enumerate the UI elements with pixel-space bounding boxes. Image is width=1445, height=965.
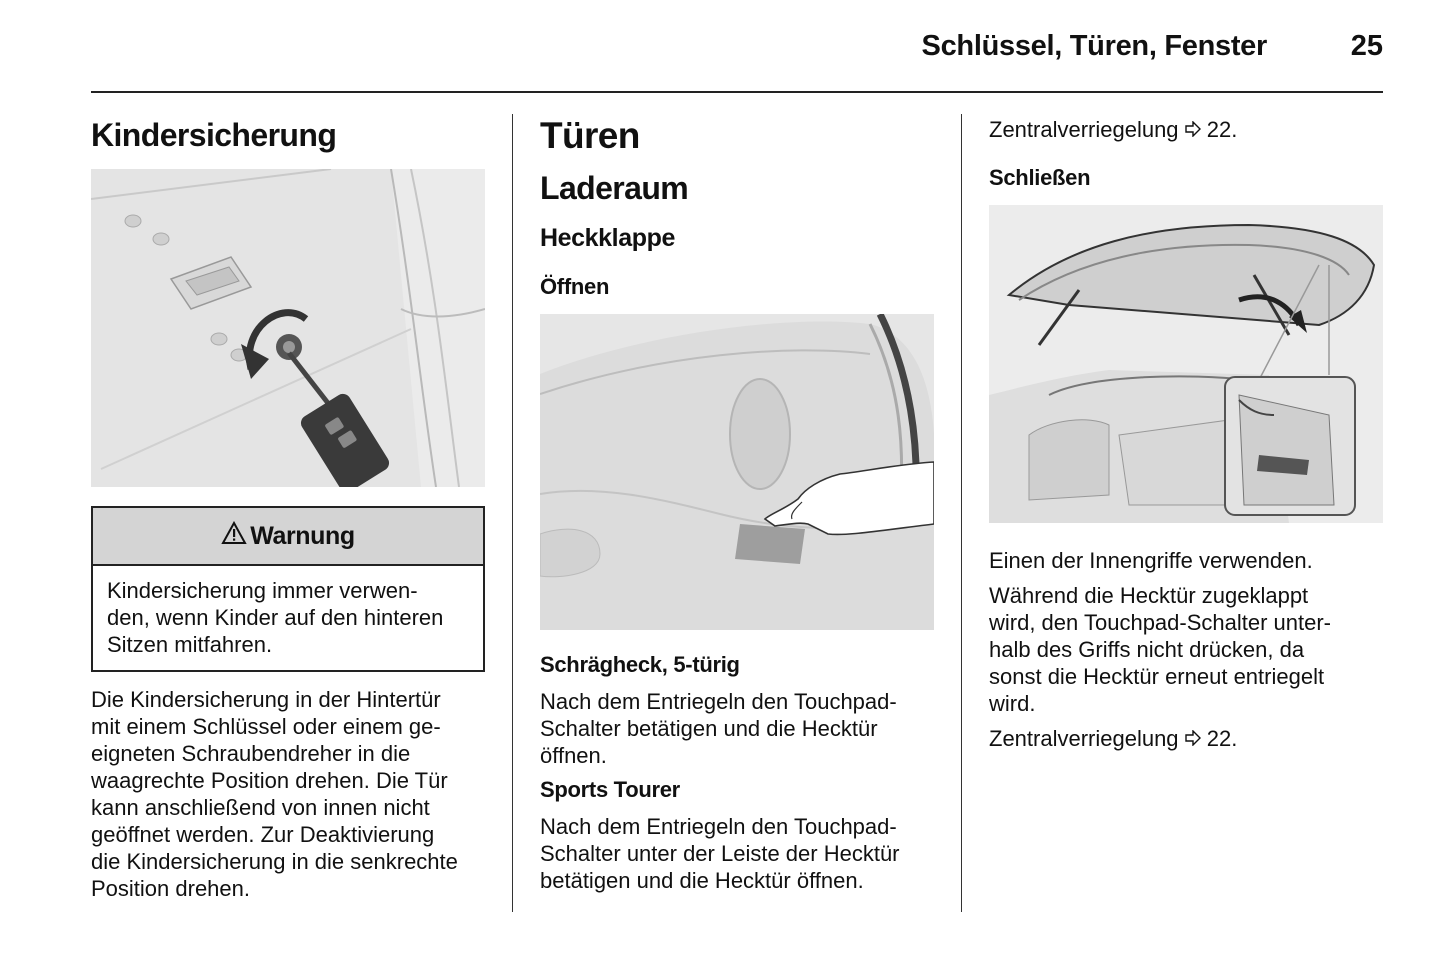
subheading-close: Schließen [989, 165, 1091, 190]
warning-box [91, 506, 485, 672]
tailgate-close-illustration [989, 205, 1383, 523]
page-header-title: Schlüssel, Türen, Fenster [921, 30, 1267, 62]
warning-title: Warnung [250, 521, 355, 550]
section-heading-child-lock: Kindersicherung [91, 117, 337, 153]
section-heading-doors: Türen [540, 115, 640, 156]
subheading-open: Öffnen [540, 274, 610, 299]
subheading-tailgate: Heckklappe [540, 224, 675, 252]
warning-header [93, 508, 483, 566]
close-instruction-1: Einen der Innengriffe verwenden. [989, 548, 1313, 573]
warning-text: Kindersicherung immer verwen- den, wenn Kinder auf den hinteren Sitzen mitfahren. [107, 578, 444, 657]
central-locking-reference-bottom [989, 725, 1383, 752]
column-doors [540, 112, 934, 894]
page-number: 25 [1350, 30, 1383, 62]
reference-text: Zentralverriegelung [989, 726, 1179, 751]
warning-triangle-icon [221, 521, 247, 552]
column-divider-2 [961, 114, 962, 912]
hatchback-instruction: Nach dem Entriegeln den Touchpad- Schalter betätigen und die Hecktür öffnen. [540, 689, 897, 768]
reference-page: 22. [1206, 117, 1238, 142]
column-divider-1 [512, 114, 513, 912]
subheading-sports-tourer: Sports Tourer [540, 777, 680, 802]
sports-tourer-instruction: Nach dem Entriegeln den Touchpad- Schalter unter der Leiste der Hecktür betätigen und die Hecktür öffnen. [540, 814, 900, 893]
subheading-cargo: Laderaum [540, 170, 689, 206]
reference-arrow-icon [1185, 116, 1201, 143]
tailgate-open-illustration [540, 314, 934, 630]
close-instruction-2: Während die Hecktür zugeklappt wird, den Touchpad-Schalter unter- halb des Griffs nicht drücken, da sonst die Hecktür erneut entriegelt wird. [989, 583, 1332, 716]
reference-text: Zentralverriegelung [989, 117, 1179, 142]
child-lock-illustration [91, 169, 485, 487]
subheading-hatchback: Schrägheck, 5-türig [540, 652, 740, 677]
column-child-lock [91, 112, 485, 902]
reference-page: 22. [1206, 726, 1238, 751]
central-locking-reference-top [989, 116, 1383, 143]
child-lock-description: Die Kindersicherung in der Hintertür mit einem Schlüssel oder einem ge- eigneten Schraubendreher in die waagrechte Position drehen. Die Tür kann anschließend von innen nicht geöffnet werden. Zur Deaktivierung die Kindersicherung in die senkrechte Position drehen. [91, 687, 458, 901]
header-divider [91, 91, 1383, 93]
reference-arrow-icon [1185, 725, 1201, 752]
column-close [989, 112, 1383, 752]
